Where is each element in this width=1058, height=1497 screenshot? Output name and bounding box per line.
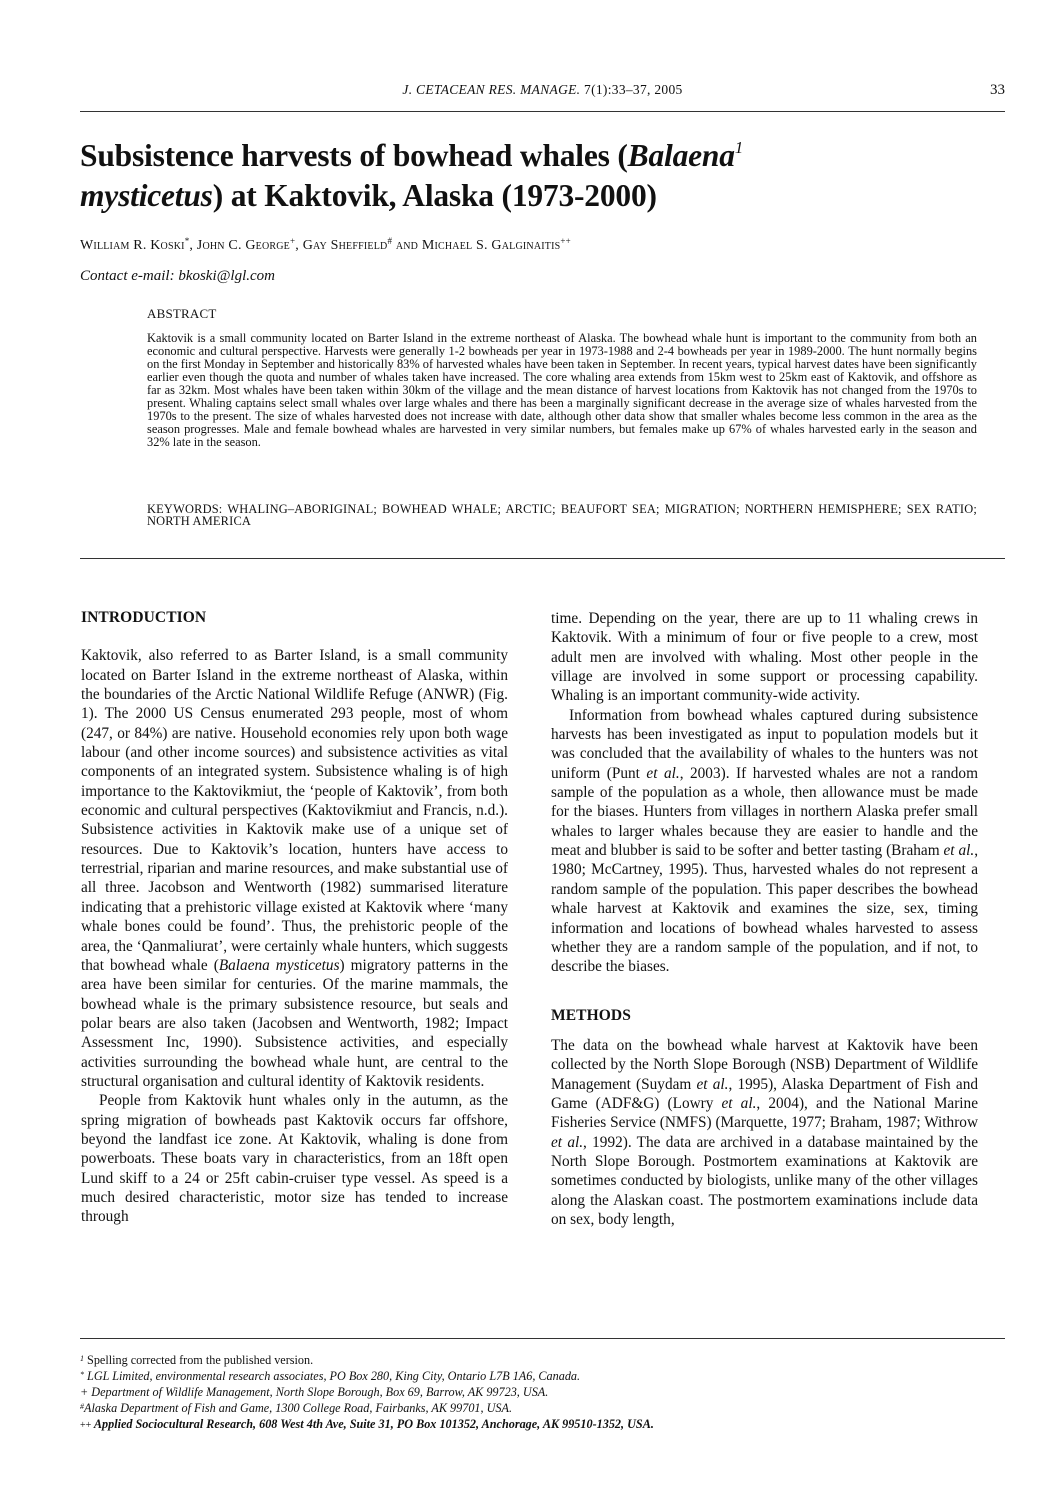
text-run: The data on the bowhead whale harvest at Kaktovik have been collected by the North Slope Borough (NSB) Department of Wildlife Management (Suydam — [551, 1036, 978, 1093]
footnote-mark: 1 — [80, 1354, 84, 1363]
footnote-item — [80, 1384, 1010, 1400]
intro-paragraph-2-continued: time. Depending on the year, there are up to 11 whaling crews in Kaktovik. With a minimum of four or five people to a crew, most adult men are involved with whaling. Most other people in the village are involved in some support or processing capability. Whaling is an important community-wide activity. — [551, 610, 978, 705]
footnote-text: Department of Wildlife Management, North Slope Borough, Box 69, Barrow, AK 99723, USA. — [91, 1385, 549, 1399]
section-heading-methods: METHODS — [551, 1006, 631, 1024]
journal-volume: 7(1):33–37, 2005 — [584, 82, 683, 97]
intro-paragraph-2: People from Kaktovik hunt whales only in the autumn, as the spring migration of bowheads past Kaktovik occurs far offshore, beyond the landfast ice zone. At Kaktovik, whaling is done from powerboats. These boats vary in characteristics, from an 18ft open Lund skiff to a 24 or 25ft cabin-cruiser type vessel. As speed is a much desired characteristic, motor size has tended to increase through — [81, 1092, 508, 1226]
text-run: , 1980; McCartney, 1995). Thus, harvested whales do not represent a random sample of the population. This paper describes the bowhead whale harvest at Kaktovik and examines the size, sex, timing information and locations of bowhead whales harvested to assess whether they are a random sample of the population, and if not, to describe the biases. — [551, 842, 979, 976]
et-al: et al. — [551, 1133, 584, 1151]
footnote-item — [80, 1352, 1010, 1368]
title-species: mysticetus — [80, 178, 213, 213]
text-run: , 2004), and the National Marine Fisheries Service (NMFS) (Marquette, 1977; Braham, 1987; Withrow — [551, 1094, 978, 1132]
author-separator: , — [295, 238, 303, 253]
footnote-rule — [80, 1338, 1005, 1339]
intro-paragraph-1 — [81, 646, 508, 1091]
author-list — [80, 238, 571, 254]
contact-email: Contact e-mail: bkoski@lgl.com — [80, 268, 276, 284]
et-al: et al. — [943, 842, 975, 860]
abstract-rule — [80, 558, 1005, 559]
footnote-text: Alaska Department of Fish and Game, 1300 College Road, Fairbanks, AK 99701, USA. — [84, 1401, 512, 1415]
article-title — [80, 136, 980, 216]
footnote-text: Spelling corrected from the published version. — [87, 1353, 314, 1367]
author-separator: , — [189, 238, 197, 253]
left-column — [81, 608, 508, 1227]
footnote-mark: + — [80, 1385, 89, 1399]
author-affiliation-mark: # — [387, 236, 393, 246]
footnote-text: LGL Limited, environmental research associates, PO Box 280, King City, Ontario L7B 1A6, Canada. — [87, 1369, 581, 1383]
title-text-1: Subsistence harvests of bowhead whales ( — [80, 138, 628, 173]
footnote-mark: ++ — [80, 1420, 92, 1431]
footnote-item — [80, 1368, 1010, 1384]
footnote-mark: # — [80, 1402, 84, 1411]
footnote-item — [80, 1400, 1010, 1416]
author-affiliation-mark: * — [184, 236, 190, 246]
intro-paragraph-3 — [551, 706, 978, 977]
et-al: et al. — [721, 1094, 757, 1112]
footnote-item — [80, 1416, 1010, 1434]
section-heading-introduction: INTRODUCTION — [81, 609, 207, 626]
footnote-mark: * — [80, 1370, 84, 1379]
keywords: KEYWORDS: WHALING–ABORIGINAL; BOWHEAD WHALE; ARCTIC; BEAUFORT SEA; MIGRATION; NORTHERN HEMISPHERE; SEX RATIO; NORTH AMERICA — [147, 502, 977, 528]
page-number: 33 — [990, 82, 1005, 98]
author-name: John C. George — [196, 238, 290, 253]
title-text-2: ) at Kaktovik, Alaska (1973-2000) — [212, 178, 657, 213]
journal-citation — [80, 82, 1005, 98]
author-affiliation-mark: ++ — [560, 236, 571, 246]
header-rule — [80, 111, 1005, 112]
methods-paragraph-1 — [551, 1036, 978, 1229]
text-run: , 1995), Alaska Department of Fish and Game (ADF&G) (Lowry — [551, 1075, 978, 1112]
author-name: Michael S. Galginaitis — [421, 238, 561, 253]
title-genus: Balaena — [627, 138, 735, 173]
abstract-text: Kaktovik is a small community located on Barter Island in the extreme northeast of Alaska. The bowhead whale hunt is important to the community from both an economic and cultural perspective. Harvests were generally 1-2 bowheads per year in 1973-1988 and 2-4 bowheads per year in 1989-2000. The hunt normally begins on the first Monday in September and historically 83% of harvested whales have been taken in September. In recent years, typical harvest dates have been significantly earlier even though the quota and number of whales taken have increased. The core whaling area extends from 15km west to 25km east of Kaktovik, and offshore as far as 32km. Most whales have been taken within 30km of the village and the mean distance of harvest locations from Kaktovik has not changed from the 1970s to present. Whaling captains select small whales over large whales and there has been a marginally significant decrease in the average size of whales harvested from the 1970s to the present. The size of whales harvested does not increase with date, although other data show that smaller whales become less common in the area as the season progresses. Male and female bowhead whales are harvested in very similar numbers, but females make up 67% of whales harvested early in the season and 32% late in the season. — [147, 331, 977, 449]
title-footnote-mark: 1 — [734, 138, 744, 157]
et-al: et al. — [696, 1075, 729, 1093]
species-name: Balaena mysticetus — [218, 956, 340, 974]
footnote-text: Applied Sociocultural Research, 608 West 4th Ave, Suite 31, PO Box 101352, Anchorage, AK 99510-1352, USA. — [93, 1417, 654, 1431]
text-run: , 2003). If harvested whales are not a random sample of the population as a whole, then allowance must be made for the biases. Hunters from villages in northern Alaska prefer small whales to larger whales because they are easier to handle and the meat and blubber is said to be softer and better tasting (Braham — [551, 764, 978, 860]
running-head — [80, 82, 1005, 102]
text-run: , 1992). The data are archived in a database maintained by the North Slope Borough. Postmortem examinations at Kaktovik are sometimes conducted by biologists, unlike many of the other villages along the Alaskan coast. The postmortem examinations include data on sex, body length, — [551, 1133, 978, 1228]
author-name: William R. Koski — [80, 238, 185, 253]
abstract-heading: ABSTRACT — [147, 306, 217, 321]
text-run: Kaktovik, also referred to as Barter Island, is a small community located on Barter Island in the extreme northeast of Alaska, within the boundaries of the Arctic National Wildlife Refuge (ANWR) (Fig. 1). The 2000 US Census enumerated 293 people, most of whom (247, or 84%) are native. Household economies rely upon both wage labour (and other income sources) and subsistence activities as vital components of an integrated system. Subsistence whaling is of high importance to the Kaktovikmiut, the ‘people of Kaktovik’, from both economic and cultural perspectives (Kaktovikmiut and Francis, n.d.). Subsistence activities in Kaktovik make use of a unique set of resources. Due to Kaktovik’s location, hunters have access to terrestrial, riparian and marine resources, and make substantial use of all three. Jacobson and Wentworth (1982) summarised literature indicating that a prehistoric village existed at Kaktovik where ‘many whale bones could be found’. Thus, the prehistoric people of the area, the ‘Qanmaliurat’, were certainly whale hunters, which suggests that bowhead whale ( — [81, 647, 508, 974]
journal-name: J. CETACEAN RES. MANAGE. — [402, 82, 581, 97]
text-run: ) migratory patterns in the area have been similar for centuries. Of the marine mammals, the bowhead whale is the primary subsistence resource, but seals and polar bears are also taken (Jacobsen and Wentworth, 1982; Impact Assessment Inc, 1990). Subsistence activities, and especially activities surrounding the bowhead whale hunt, are central to the structural organisation and cultural identity of Kaktovik residents. — [81, 956, 508, 1090]
text-run: Information from bowhead whales captured during subsistence harvests has been investigated as input to population models but it was concluded that the availability of whales to the hunters was not uniform (Punt — [551, 706, 978, 782]
author-affiliation-mark: + — [290, 236, 296, 246]
et-al: et al. — [646, 764, 680, 782]
footnotes — [80, 1352, 1010, 1434]
author-name: Gay Sheffield — [302, 238, 388, 253]
right-column — [551, 609, 978, 1229]
author-separator: and — [392, 238, 422, 253]
